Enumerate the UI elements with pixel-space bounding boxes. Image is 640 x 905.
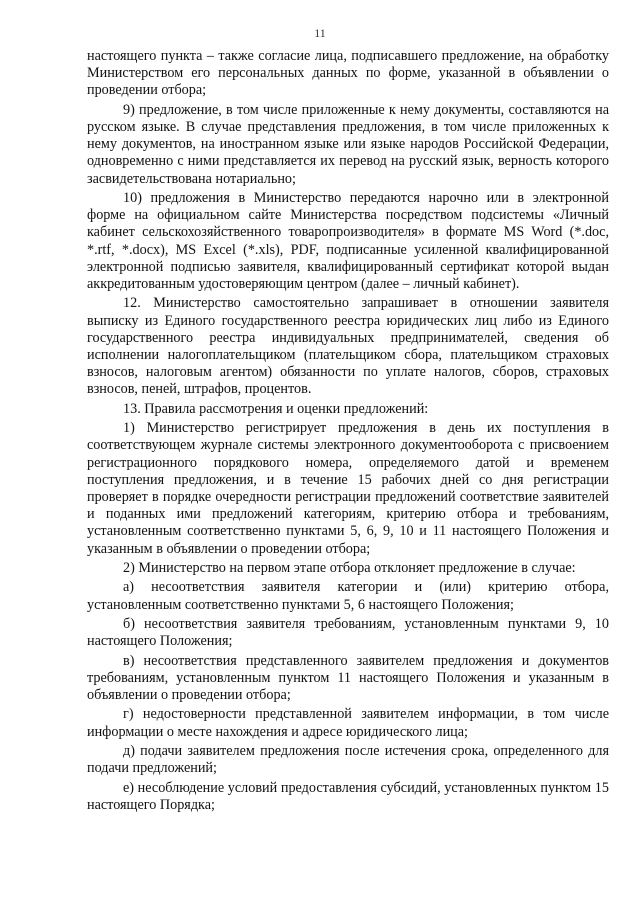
paragraph-section-13-heading: 13. Правила рассмотрения и оценки предложений:: [123, 400, 429, 417]
paragraph-13-item-2: 2) Министерство на первом этапе отбора отклоняет предложение в случае:: [123, 560, 576, 577]
paragraph-subitem-g: г) недостоверности представленной заявителем информации, в том числе информации о месте нахождения и адресе юридического лица;: [87, 706, 609, 740]
document-body: [87, 48, 609, 816]
paragraph-continuation: настоящего пункта – также согласие лица, подписавшего предложение, на обработку Министерством его персональных данных по форме, указанной в объявлении о проведении отбора;: [87, 48, 609, 99]
paragraph-subitem-e: е) несоблюдение условий предоставления субсидий, установленных пунктом 15 настоящего Порядка;: [87, 779, 609, 813]
page-number: 11: [314, 26, 326, 40]
paragraph-subitem-b: б) несоответствия заявителя требованиям, установленным пунктами 9, 10 настоящего Положения;: [87, 616, 609, 650]
paragraph-section-12: 12. Министерство самостоятельно запрашивает в отношении заявителя выписку из Единого государственного реестра юридических лиц либо из Единого государственного реестра индивидуальных предпринимателей, сведения об исполнении налогоплательщиком (плательщиком сбора, плательщиком страховых взносов, налоговым агентом) обязанности по уплате налогов, сборов, страховых взносов, пеней, штрафов, процентов.: [87, 295, 609, 398]
paragraph-subitem-a: а) несоответствия заявителя категории и (или) критерию отбора, установленным соответственно пунктами 5, 6 настоящего Положения;: [87, 579, 609, 613]
paragraph-13-item-1: 1) Министерство регистрирует предложения в день их поступления в соответствующем журнале системы электронного документооборота с присвоением регистрационного порядкового номера, определяемого датой и временем поступления предложения, и в течение 15 рабочих дней со дня регистрации проверяет в порядке очередности регистрации предложений соответствие заявителей и поданных ими предложений категориям, критерию отбора и требованиям, установленным соответственно пунктами 5, 6, 9, 10 и 11 настоящего Положения и указанным в объявлении о проведении отбора;: [87, 420, 609, 557]
paragraph-item-10: 10) предложения в Министерство передаются нарочно или в электронной форме на официальном сайте Министерства посредством подсистемы «Личный кабинет сельскохозяйственного товаропроизводителя» в формате MS Word (*.doc, *.rtf, *.docx), MS Excel (*.xls), PDF, подписанные усиленной квалифицированной электронной подписью заявителя, квалифицированный сертификат которой выдан аккредитованным удостоверяющим центром (далее – личный кабинет).: [87, 190, 609, 293]
paragraph-subitem-d: д) подачи заявителем предложения после истечения срока, определенного для подачи предложений;: [87, 742, 609, 777]
paragraph-item-9: 9) предложение, в том числе приложенные к нему документы, составляются на русском языке. В случае представления предложения, в том числе приложенных к нему документов, на иностранном языке или языке народов Российской Федерации, одновременно с ними представляется их перевод на русский язык, верность которого засвидетельствована нотариально;: [87, 101, 609, 187]
paragraph-subitem-v: в) несоответствия представленного заявителем предложения и документов требованиям, установленным пунктом 11 настоящего Положения и указанным в объявлении о проведении отбора;: [87, 652, 609, 703]
